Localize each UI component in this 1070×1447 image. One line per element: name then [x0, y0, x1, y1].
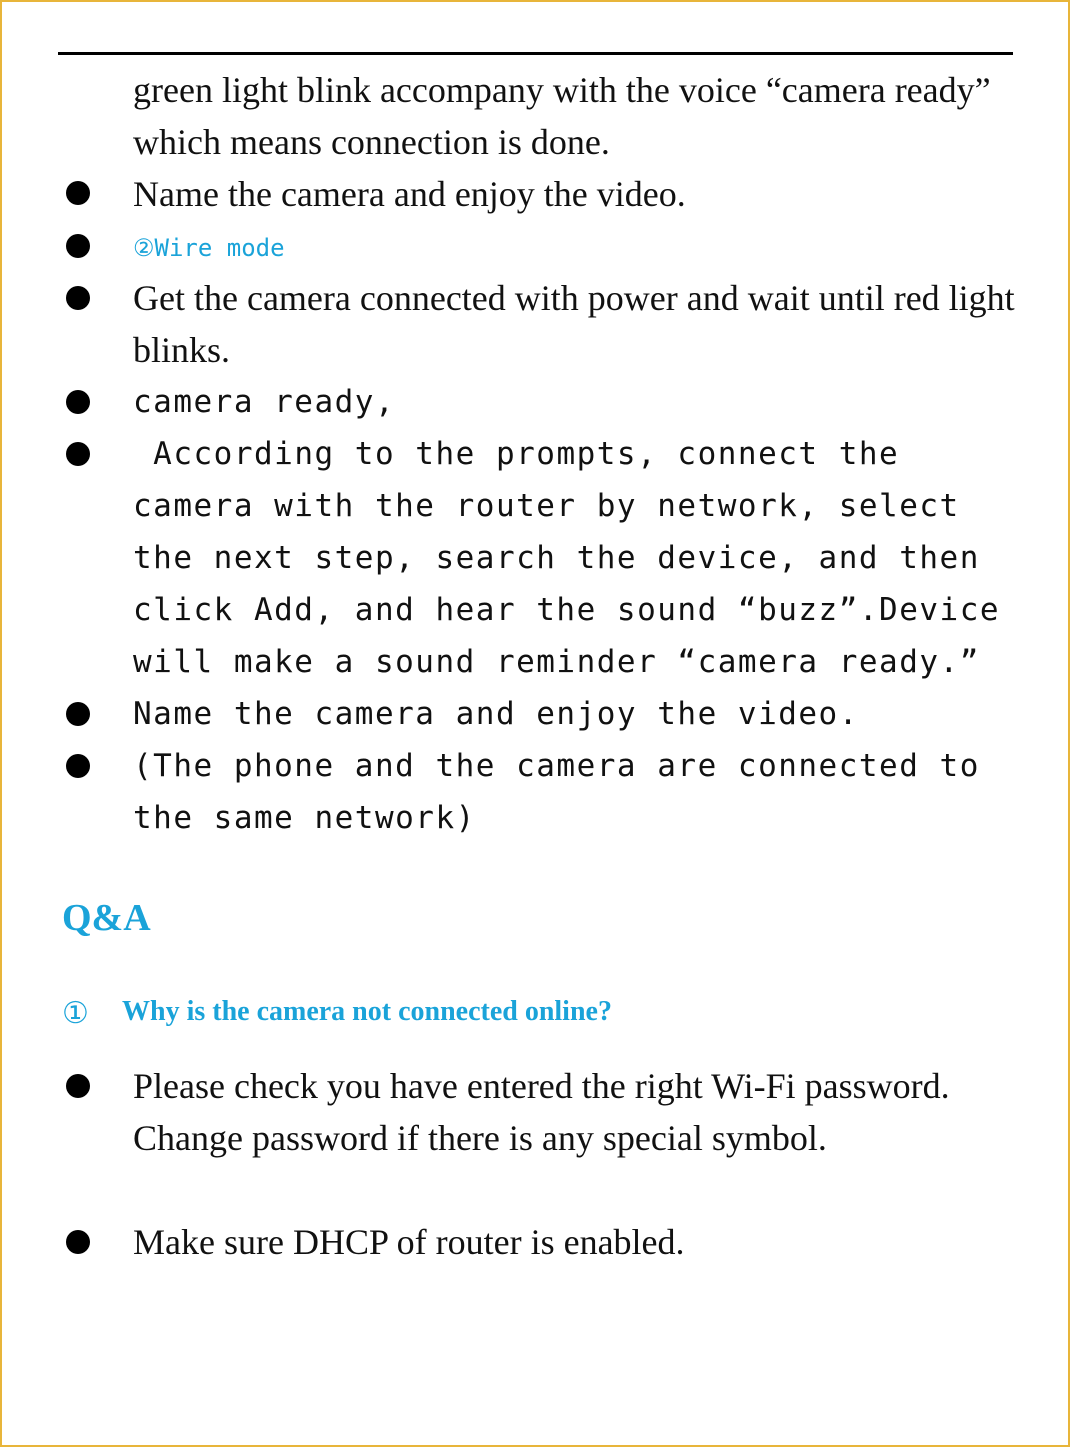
list-item: Get the camera connected with power and wait until red light blinks.	[133, 278, 1024, 370]
bullet-icon	[66, 234, 90, 258]
bullet-icon	[66, 754, 90, 778]
top-rule	[58, 52, 1013, 55]
bullet-icon	[66, 390, 90, 414]
bullet-icon	[66, 1230, 90, 1254]
bullet-icon	[66, 702, 90, 726]
question-number: ①	[62, 996, 89, 1031]
wire-mode-heading: ②Wire mode	[133, 234, 285, 262]
list-item: camera ready,	[133, 384, 396, 420]
list-item: Name the camera and enjoy the video.	[133, 696, 859, 732]
bullet-icon	[66, 286, 90, 310]
continuation-text: green light blink accompany with the voice “camera ready” which means connection is done.	[133, 70, 1000, 162]
answer-item: Make sure DHCP of router is enabled.	[133, 1222, 685, 1262]
bullet-icon	[66, 1074, 90, 1098]
list-item: Name the camera and enjoy the video.	[133, 174, 686, 214]
list-item: (The phone and the camera are connected to the same network)	[133, 748, 1001, 836]
list-item: According to the prompts, connect the camera with the router by network, select the next step, search the device, and then click Add, and hear the sound “buzz”.Device will make a sound reminder “camera ready.”	[133, 436, 1021, 680]
bullet-icon	[66, 181, 90, 205]
bullet-icon	[66, 442, 90, 466]
qa-title: Q&A	[62, 897, 151, 939]
question-text: Why is the camera not connected online?	[122, 996, 612, 1027]
answer-item: Please check you have entered the right Wi-Fi password. Change password if there is any special symbol.	[133, 1066, 959, 1158]
